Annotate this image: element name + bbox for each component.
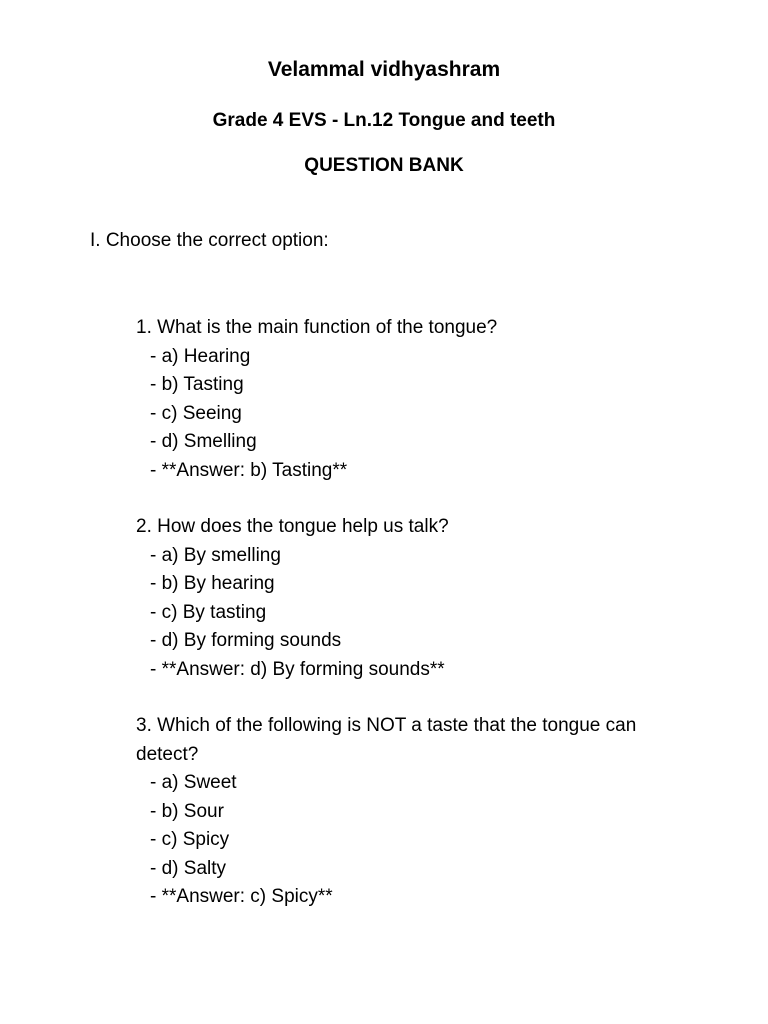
option-d: - d) Smelling — [150, 431, 257, 452]
question-text: 1. What is the main function of the tongue? — [136, 317, 498, 338]
document-type-title: QUESTION BANK — [304, 155, 464, 176]
option-d: - d) By forming sounds — [150, 630, 342, 651]
option-b: - b) By hearing — [150, 573, 275, 594]
option-c: - c) By tasting — [150, 601, 267, 623]
answer-line: - **Answer: d) By forming sounds** — [150, 658, 445, 680]
section-heading: I. Choose the correct option: — [90, 230, 329, 251]
option-b: - b) Sour — [150, 800, 224, 822]
option-d: - d) Salty — [150, 857, 227, 879]
answer-line: - **Answer: c) Spicy** — [150, 886, 333, 907]
question-text: 3. Which of the following is NOT a taste that the tongue can detect? — [136, 715, 637, 765]
option-c: - c) Seeing — [150, 402, 242, 424]
school-name: Velammal vidhyashram — [267, 58, 501, 81]
option-b: - b) Tasting — [150, 374, 244, 395]
grade-lesson-title: Grade 4 EVS - Ln.12 Tongue and teeth — [212, 110, 556, 131]
question-1 — [136, 314, 696, 485]
option-a: - a) By smelling — [150, 544, 281, 566]
question-text: 2. How does the tongue help us talk? — [136, 516, 449, 537]
question-2 — [136, 513, 696, 684]
answer-line: - **Answer: b) Tasting** — [150, 459, 348, 481]
option-c: - c) Spicy — [150, 829, 230, 850]
option-a: - a) Sweet — [150, 772, 237, 793]
question-3 — [136, 712, 696, 912]
option-a: - a) Hearing — [150, 345, 251, 367]
